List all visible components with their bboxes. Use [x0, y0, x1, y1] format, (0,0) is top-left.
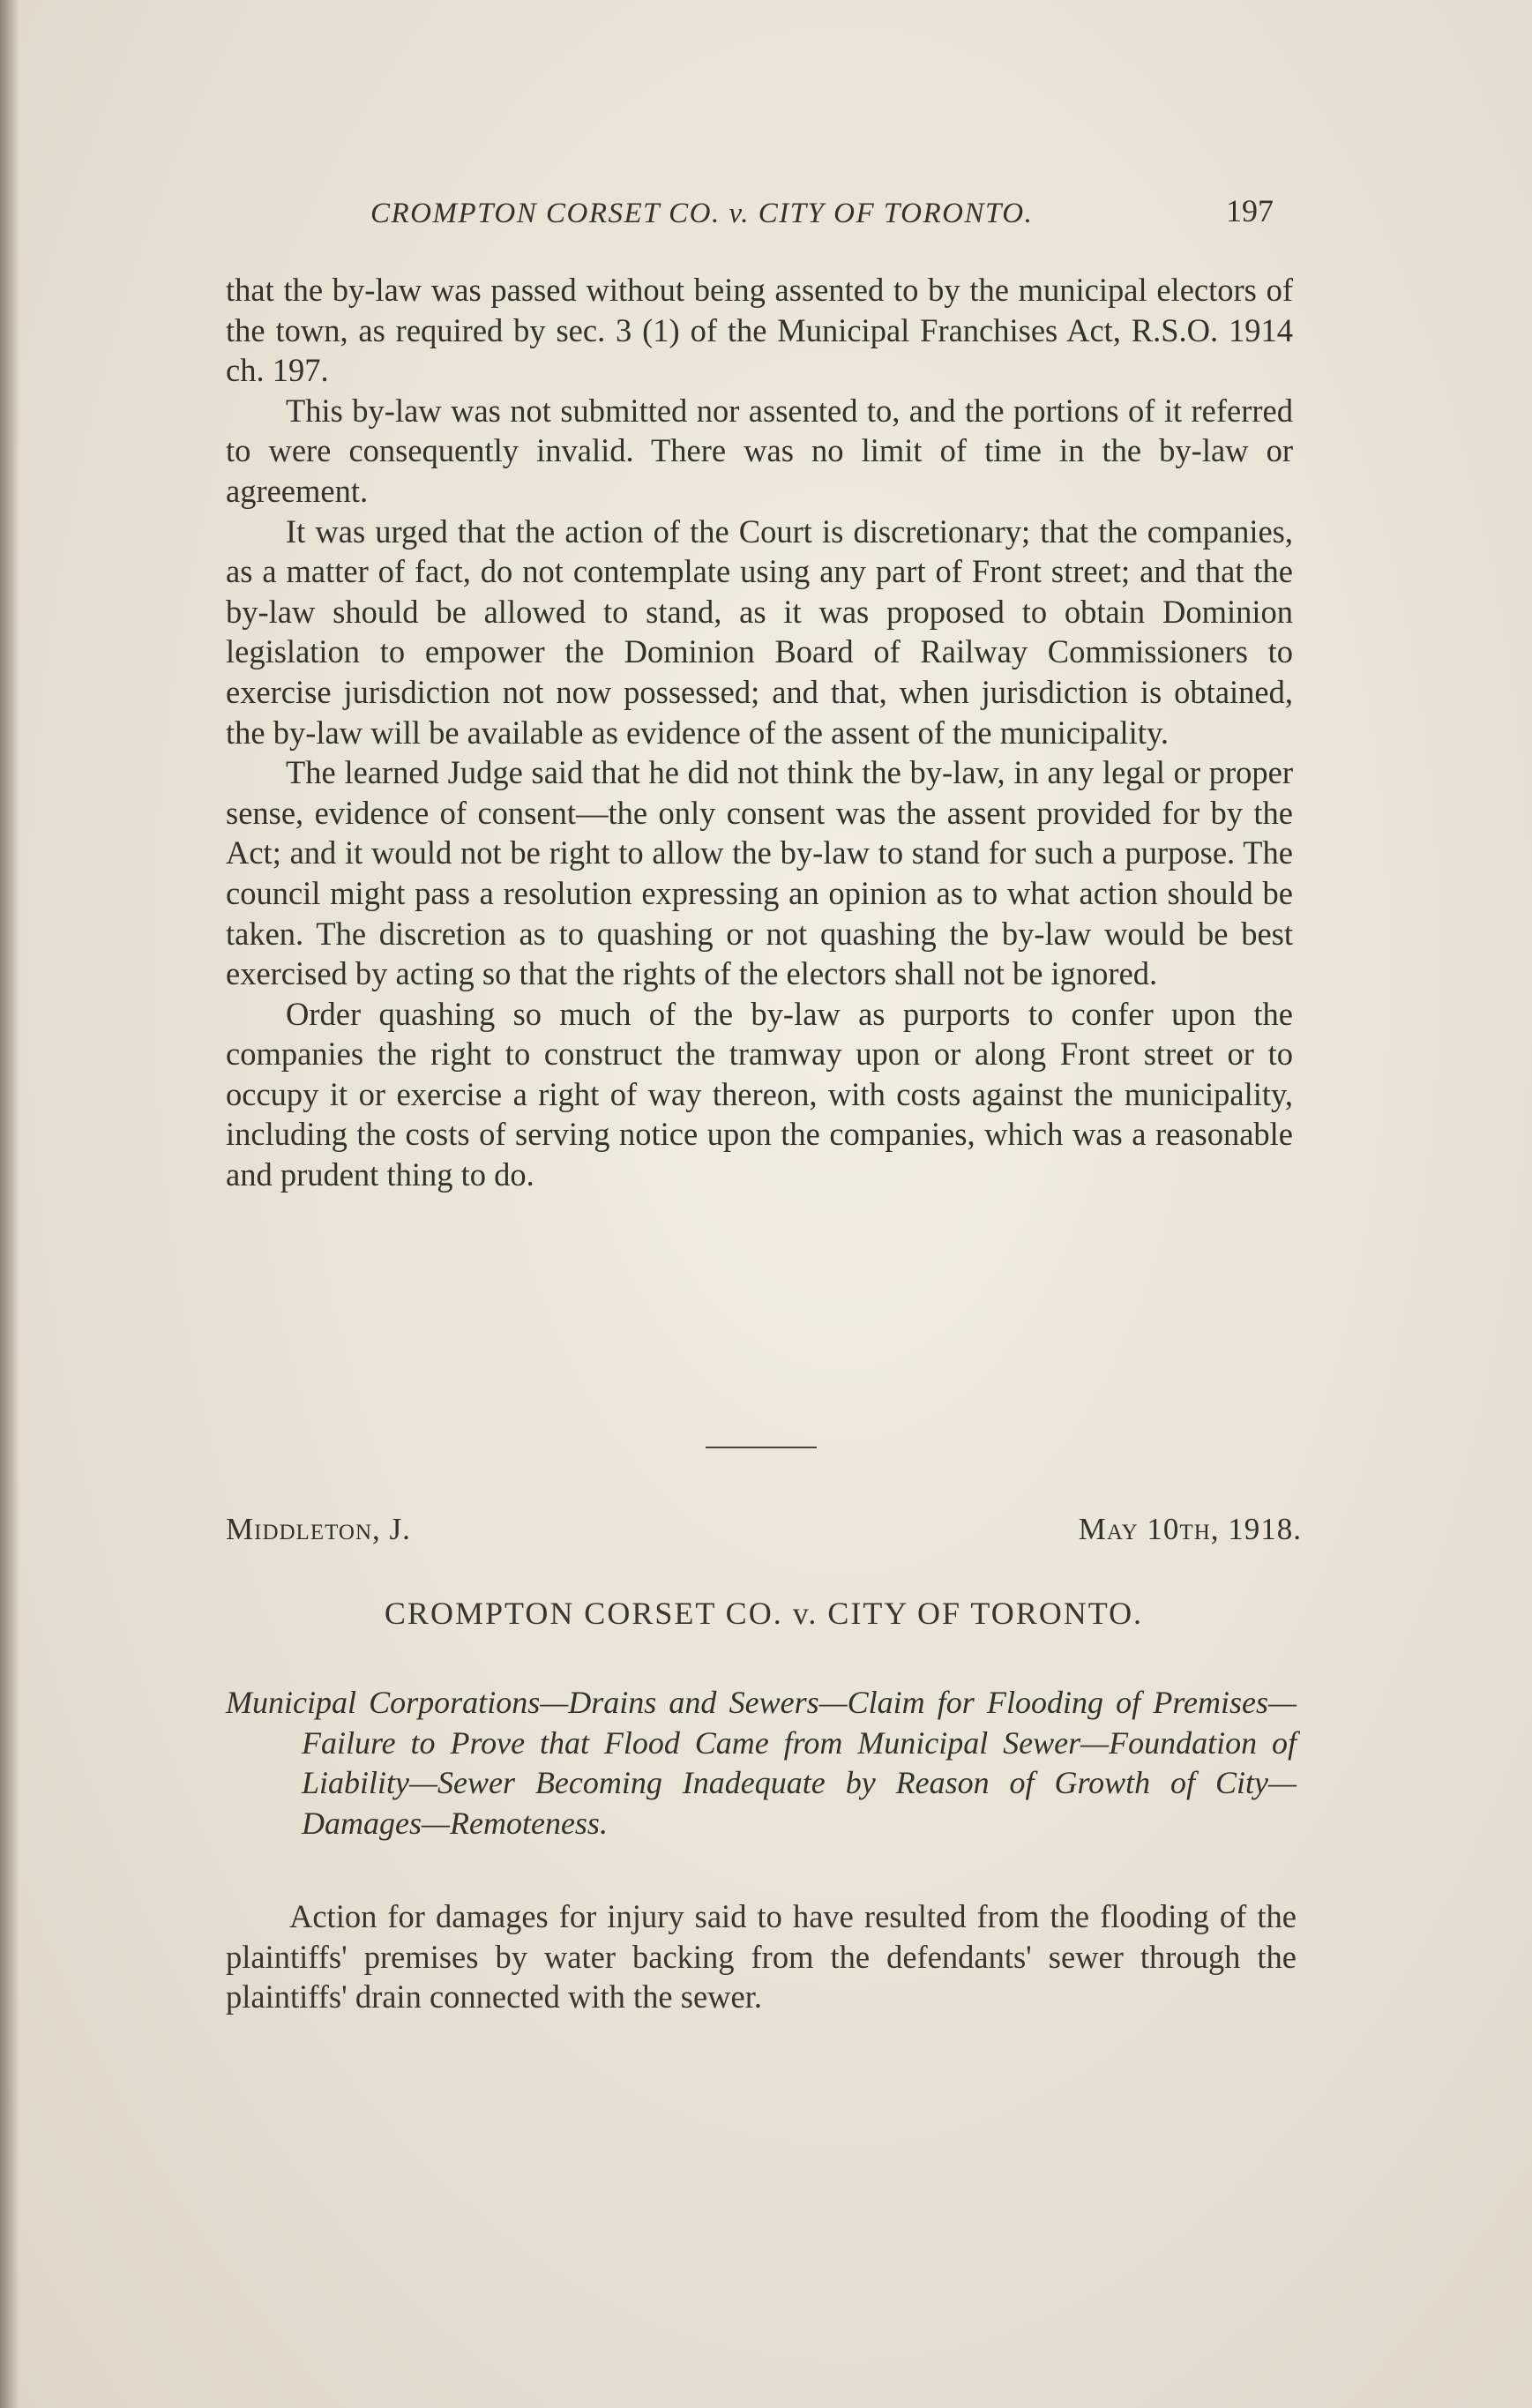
section-divider [706, 1447, 817, 1448]
paragraph: The learned Judge said that he did not think the by-law, in any legal or proper sense, evidence of consent—the only consent was the assent provided for by the Act; and it would not be right to allow the by-law to stand for such a purpose. The council might pass a resolution expressing an opinion as to what action should be taken. The discretion as to quashing or not quashing the by-law would be best exercised by acting so that the rights of the electors shall not be ignored. [226, 754, 1293, 992]
page-number: 197 [1226, 193, 1274, 228]
judgment-line [226, 1512, 1302, 1556]
paragraph: It was urged that the action of the Court is discretionary; that the companies, as a matter of fact, do not contemplate using any part of Front street; and that the by-law should be allowed to stand, as it was proposed to obtain Dominion legislation to empower the Dominion Board of Railway Commissioners to exercise jurisdiction not now possessed; and that, when jurisdiction is obtained, the by-law will be available as evidence of the assent of the municipality. [226, 512, 1293, 751]
paragraph: Order quashing so much of the by-law as purports to confer upon the companies the right to construct the tramway upon or along Front street or to occupy it or exercise a right of way thereon, with costs against the municipality, including the costs of serving notice upon the companies, which was a reasonable and prudent thing to do. [226, 995, 1293, 1193]
judge-name: Middleton, J. [226, 1512, 411, 1546]
running-head [370, 192, 1288, 245]
binding-edge [0, 0, 19, 2408]
running-title: CROMPTON CORSET CO. v. CITY OF TORONTO. [370, 198, 1034, 229]
case-title: CROMPTON CORSET CO. v. CITY OF TORONTO. [384, 1596, 1144, 1631]
headnote: Municipal Corporations—Drains and Sewers—Claim for Flooding of Premises—Failure to Prove that Flood Came from Municipal Sewer—Foundation of Liability—Sewer Becoming Inadequate by Reason of Growth of City—Damages—Remoteness. [226, 1685, 1297, 1841]
paragraph: that the by-law was passed without being assented to by the municipal electors of the town, as required by sec. 3 (1) of the Municipal Franchises Act, R.S.O. 1914 ch. 197. [226, 272, 1293, 389]
judgment-date: May 10th, 1918. [1078, 1512, 1302, 1546]
body-text [226, 270, 1293, 1195]
action-paragraph: Action for damages for injury said to have resulted from the flooding of the plaintiffs' premises by water backing from the defendants' sewer through the plaintiffs' drain connected with the sewer. [226, 1898, 1297, 2015]
paragraph: This by-law was not submitted nor assented to, and the portions of it referred to were consequently invalid. There was no limit of time in the by-law or agreement. [226, 392, 1293, 509]
